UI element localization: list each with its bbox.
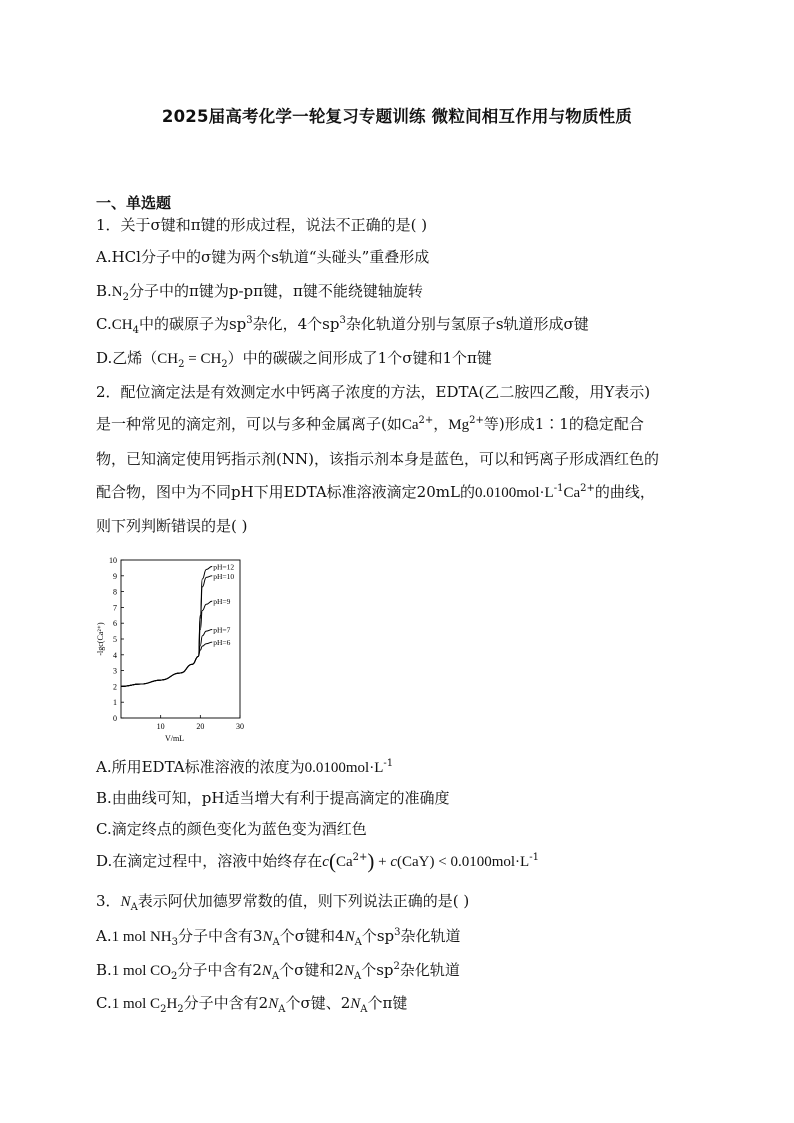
question-2-option-b: B.由曲线可知，pH适当增大有利于提高滴定的准确度: [96, 789, 450, 807]
series-label: pH=7: [213, 625, 231, 635]
titration-chart: [90, 548, 250, 748]
question-3-option-a: A.1 mol $NH_3$分子中含有$3N_A$个σ键和$4N_A$个$sp^3$杂化轨道: [96, 927, 461, 948]
question-2-stem-line1: 2．配位滴定法是有效测定水中钙离子浓度的方法，EDTA(乙二胺四乙酸，用Y表示): [96, 383, 651, 401]
question-1-option-d: D.乙烯$(CH_2 = CH_2)$中的碳碳之间形成了1个σ键和1个π键: [96, 349, 492, 370]
question-1-option-c: $C.CH_4$中的碳原子为$sp^3$杂化，4个$sp^3$杂化轨道分别与氢原子s轨道形成σ键: [96, 315, 589, 336]
question-2-option-a: A.所用EDTA标准溶液的浓度为$0.0100mol\cdot L^{-1}$: [96, 758, 394, 776]
question-1-option-a: A.HCl分子中的σ键为两个s轨道“头碰头”重叠形成: [96, 248, 430, 266]
question-3-option-c: C.1 mol $C_2H_2$分子中含有$2N_A$个σ键、$2N_A$个π键: [96, 994, 408, 1015]
question-2-option-c: C.滴定终点的颜色变化为蓝色变为酒红色: [96, 820, 367, 838]
y-tick-label: 1: [113, 698, 117, 708]
x-tick-label: 10: [156, 722, 165, 731]
series-label: pH=6: [213, 638, 231, 648]
y-axis-label: -lgc(Ca²⁺): [96, 622, 105, 656]
y-tick-label: 2: [113, 682, 117, 692]
y-tick-label: 4: [113, 650, 117, 660]
series-label: pH=12: [213, 562, 235, 572]
question-2-stem-line2: 是一种常见的滴定剂，可以与多种金属离子(如$Ca^{2+}$，$Mg^{2+}$等)形成1∶1的稳定配合: [96, 415, 644, 433]
document-title: 2025届高考化学一轮复习专题训练 微粒间相互作用与物质性质: [161, 107, 633, 126]
series-label: pH=10: [213, 571, 235, 581]
series-line-ph-10: [121, 576, 212, 687]
question-1-option-b: $B.N_2$分子中的π键为p-pπ键，π键不能绕键轴旋转: [96, 282, 423, 303]
series-line-ph-9: [121, 601, 212, 686]
x-tick-label: 20: [196, 722, 205, 731]
series-line-ph-12: [121, 566, 212, 686]
x-axis-label: V/mL: [164, 734, 185, 743]
series-line-ph-7: [121, 630, 212, 687]
y-tick-label: 5: [113, 635, 117, 644]
section-heading: 一、单选题: [96, 194, 172, 212]
y-tick-label: 7: [113, 603, 117, 613]
question-2-stem-line3: 物，已知滴定使用钙指示剂(NN)，该指示剂本身是蓝色，可以和钙离子形成酒红色的: [96, 450, 659, 468]
y-tick-label: 10: [109, 556, 117, 565]
question-3-stem: 3．$N_A$表示阿伏加德罗常数的值，则下列说法正确的是( ): [96, 892, 470, 913]
question-1-stem: 1．关于σ键和π键的形成过程，说法不正确的是( ): [96, 216, 428, 234]
y-tick-label: 8: [113, 587, 117, 597]
y-tick-label: 3: [113, 666, 117, 676]
question-3-option-b: B.1 mol $CO_2$分子中含有$2N_A$个σ键和$2N_A$个$sp^2$杂化轨道: [96, 961, 460, 982]
question-2-option-d: D.在滴定过程中，溶液中始终存在$c(Ca^{2+}) + c(CaY) < 0.0100mol\cdot L^{-1}$: [96, 849, 539, 873]
question-2-stem-line5: 则下列判断错误的是( ): [96, 517, 248, 535]
y-tick-label: 0: [113, 714, 117, 723]
question-2-stem-line4: 配合物，图中为不同pH下用EDTA标准溶液滴定20mL的$0.0100mol\cdot L^{-1}Ca^{2+}$的曲线，: [96, 483, 655, 501]
x-tick-label: 30: [236, 722, 244, 731]
series-label: pH=9: [213, 597, 231, 607]
y-tick-label: 9: [113, 571, 117, 581]
y-tick-label: 6: [113, 619, 117, 629]
